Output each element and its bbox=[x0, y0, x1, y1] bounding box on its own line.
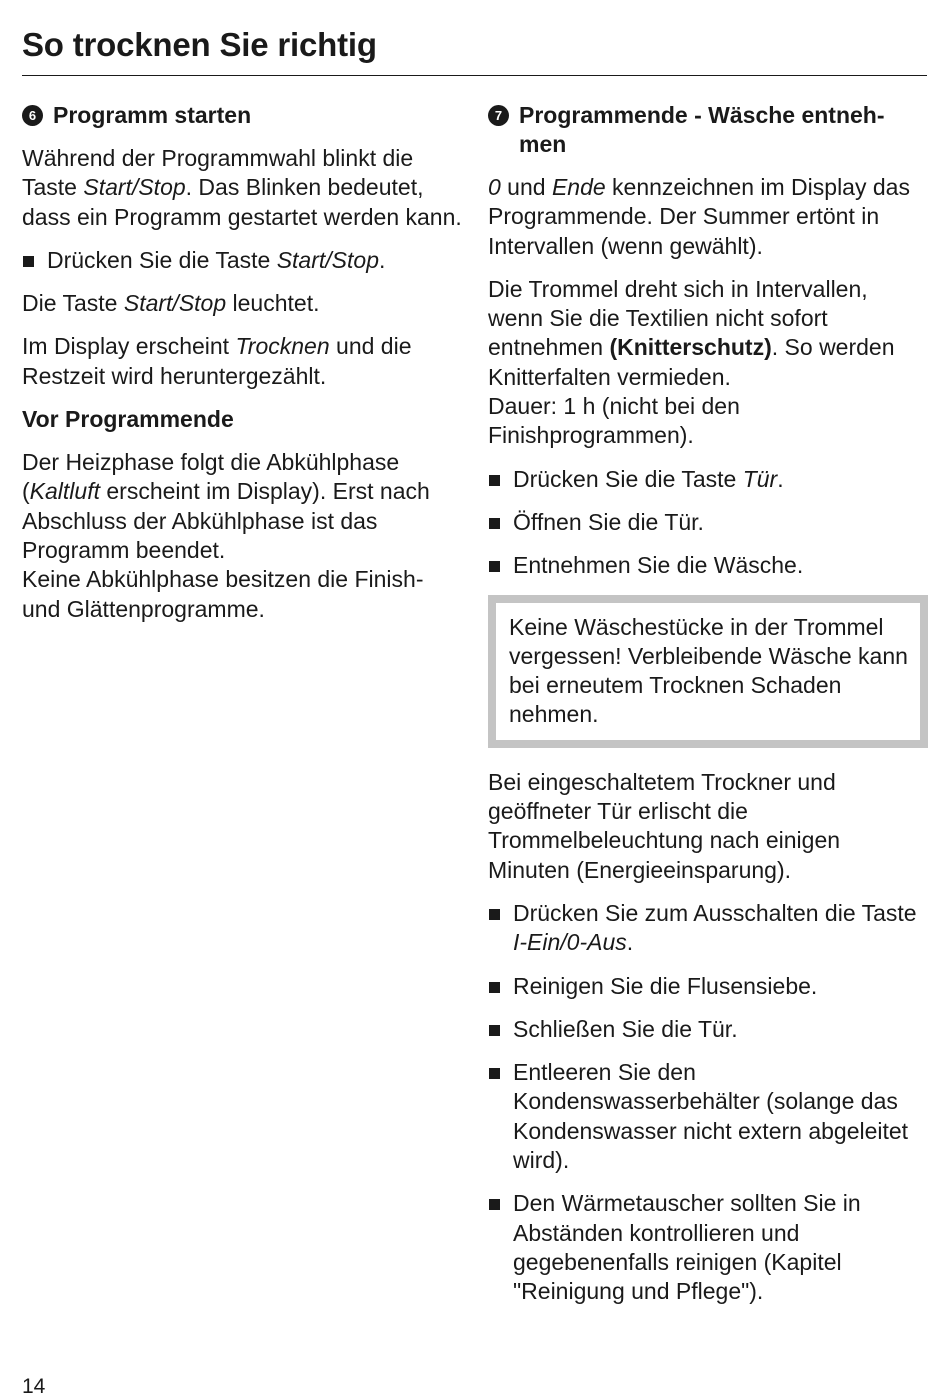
paragraph: Die Trommel dreht sich in Intervallen, wenn Sie die Textilien nicht sofort entnehmen (Knitterschutz). So werden Knitterfalten vermieden. bbox=[488, 275, 895, 390]
paragraph: Dauer: 1 h (nicht bei den Finishprogrammen). bbox=[488, 393, 740, 449]
bullet-square-icon bbox=[489, 1199, 500, 1210]
list-item: Drücken Sie zum Ausschalten die Taste I-Ein/0-Aus. bbox=[488, 899, 928, 958]
list-item: Entleeren Sie den Kondenswasserbehälter (solange das Kondenswasser nicht extern abgeleitet wird). bbox=[488, 1058, 928, 1175]
step-7-heading bbox=[488, 101, 928, 159]
section-subheading: Vor Programmende bbox=[22, 406, 234, 433]
paragraph: 0 und Ende kennzeichnen im Display das Programmende. Der Summer ertönt in Intervallen (wenn gewählt). bbox=[488, 174, 910, 259]
list-item: Drücken Sie die Taste Start/Stop. bbox=[22, 246, 464, 275]
paragraph: Im Display erscheint Trocknen und die Restzeit wird heruntergezählt. bbox=[22, 333, 412, 389]
list-item: Reinigen Sie die Flusensiebe. bbox=[488, 972, 928, 1001]
warning-box: Keine Wäschestücke in der Trommel vergessen! Verbleibende Wäsche kann bei erneutem Trocknen Schaden nehmen. bbox=[488, 595, 928, 748]
bullet-square-icon bbox=[489, 475, 500, 486]
left-column bbox=[22, 101, 464, 638]
list-item: Entnehmen Sie die Wäsche. bbox=[488, 551, 928, 580]
list-item: Schließen Sie die Tür. bbox=[488, 1015, 928, 1044]
list-item: Den Wärmetauscher sollten Sie in Abständen kontrollieren und gegebenenfalls reinigen (Kapitel "Reinigung und Pflege"). bbox=[488, 1189, 928, 1306]
step-number-6: 6 bbox=[22, 105, 43, 126]
step-7-title: Programmende - Wäsche entneh-men bbox=[519, 102, 885, 157]
page-title: So trocknen Sie richtig bbox=[22, 26, 377, 63]
bullet-square-icon bbox=[23, 256, 34, 267]
paragraph: Bei eingeschaltetem Trockner und geöffneter Tür erlischt die Trommelbeleuchtung nach einigen Minuten (Energieeinsparung). bbox=[488, 768, 841, 883]
title-divider bbox=[22, 75, 927, 76]
bullet-square-icon bbox=[489, 909, 500, 920]
bullet-square-icon bbox=[489, 518, 500, 529]
paragraph: Der Heizphase folgt die Abkühlphase (Kaltluft erscheint im Display). Erst nach Abschluss der Abkühlphase ist das Programm beendet. bbox=[22, 449, 430, 563]
paragraph: Während der Programmwahl blinkt die Taste Start/Stop. Das Blinken bedeutet, dass ein Programm gestartet werden kann. bbox=[22, 145, 462, 230]
paragraph: Die Taste Start/Stop leuchtet. bbox=[22, 290, 320, 317]
step-6-title: Programm starten bbox=[53, 102, 252, 128]
paragraph: Keine Abkühlphase besitzen die Finish- und Glättenprogramme. bbox=[22, 566, 424, 622]
step-number-7: 7 bbox=[488, 105, 509, 126]
bullet-square-icon bbox=[489, 982, 500, 993]
bullet-square-icon bbox=[489, 561, 500, 572]
bullet-square-icon bbox=[489, 1068, 500, 1079]
page-number: 14 bbox=[22, 1375, 46, 1398]
right-column bbox=[488, 101, 928, 1321]
bullet-square-icon bbox=[489, 1025, 500, 1036]
list-item: Öffnen Sie die Tür. bbox=[488, 508, 928, 537]
list-item: Drücken Sie die Taste Tür. bbox=[488, 465, 928, 494]
step-6-heading bbox=[22, 101, 464, 130]
